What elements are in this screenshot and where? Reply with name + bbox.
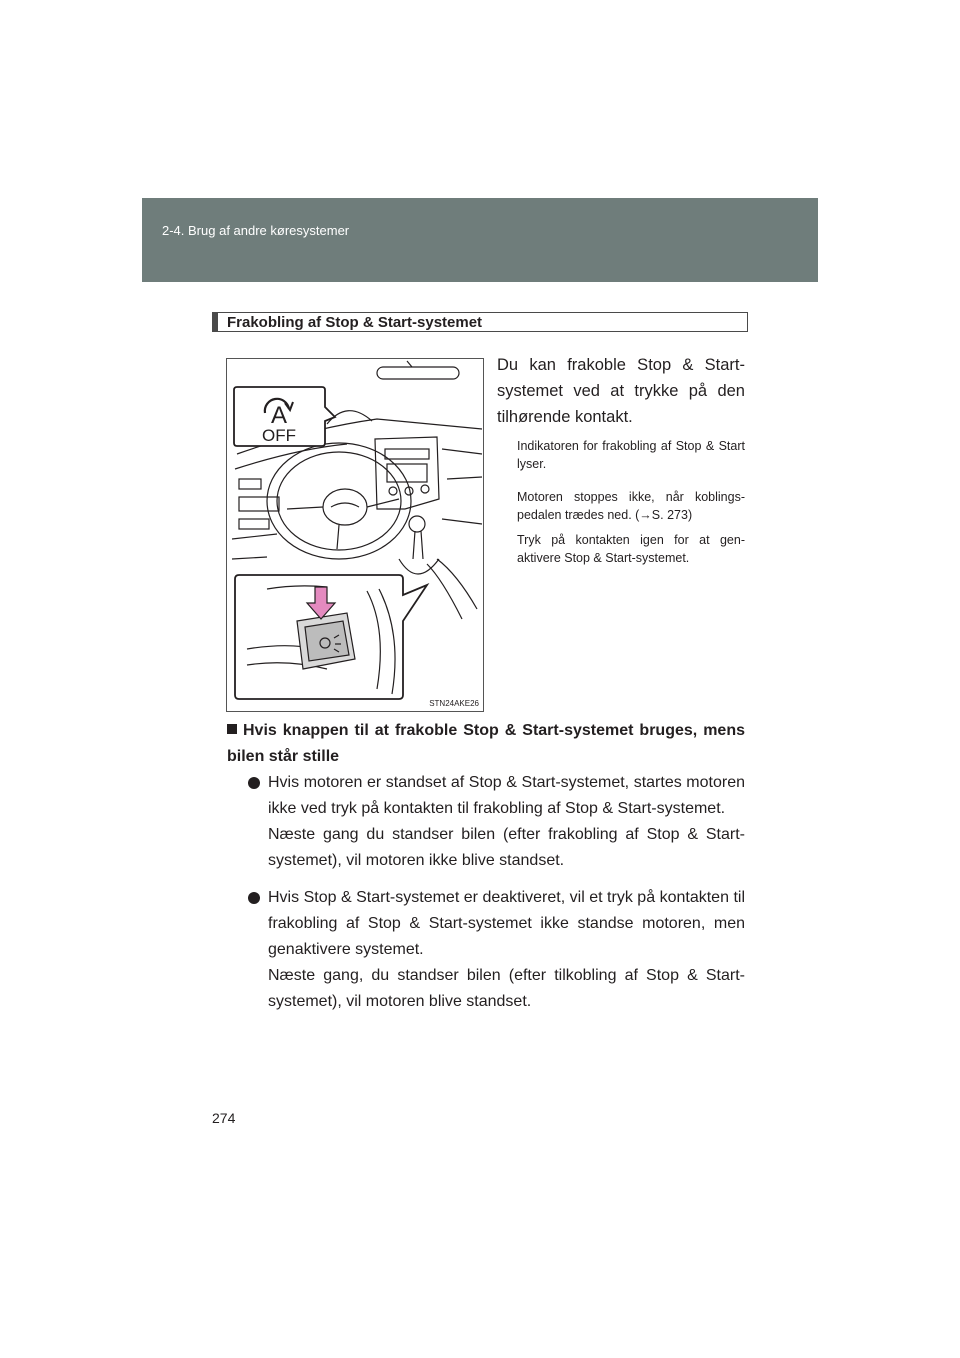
bullet-text: Næste gang du standser bilen (efter frakobling af Stop & Start-systemet), vil motoren ikke blive standset.	[268, 826, 745, 869]
figure-code: STN24AKE26	[429, 699, 479, 708]
page-number: 274	[212, 1110, 236, 1126]
section-title-box	[212, 312, 748, 332]
a-letter: A	[270, 402, 288, 429]
note-reactivate: Tryk på kontakten igen for at gen-aktivere Stop & Start-systemet.	[517, 533, 745, 565]
chapter-title: 2-4. Brug af andre køresystemer	[162, 223, 350, 238]
section-title: Frakobling af Stop & Start-systemet	[227, 314, 483, 331]
bullet-text: Hvis Stop & Start-systemet er deaktiveret, vil et tryk på kontakten til frakobling af Stop & Start-systemet ikke standse motoren, men genaktivere systemet.	[268, 889, 745, 958]
chapter-header	[142, 198, 818, 282]
note-clutch: Motoren stoppes ikke, når koblings-pedalen trædes ned. (→S. 273)	[517, 490, 745, 522]
note-indicator: Indikatoren for frakobling af Stop & Start lyser.	[517, 439, 745, 471]
bullet-item	[248, 770, 745, 874]
subsection-heading: Hvis knappen til at frakoble Stop & Start-systemet bruges, mens bilen står stille	[227, 722, 745, 765]
bullet-text: Hvis motoren er standset af Stop & Start-systemet, startes motoren ikke ved tryk på kontakten til frakobling af Stop & Start-systemet.	[268, 774, 745, 817]
intro-text: Du kan frakoble Stop & Start-systemet ved at trykke på den tilhørende kontakt.	[497, 356, 745, 426]
bullet-dot-icon	[248, 777, 260, 789]
bullet-text: Næste gang, du standser bilen (efter tilkobling af Stop & Start-systemet), vil motoren blive standset.	[268, 967, 745, 1010]
dashboard-illustration	[226, 358, 484, 712]
dashboard-drawing	[227, 359, 484, 712]
off-label: OFF	[262, 426, 296, 445]
square-bullet-icon	[227, 724, 237, 734]
bullet-dot-icon	[248, 892, 260, 904]
bullet-item	[248, 885, 745, 1015]
